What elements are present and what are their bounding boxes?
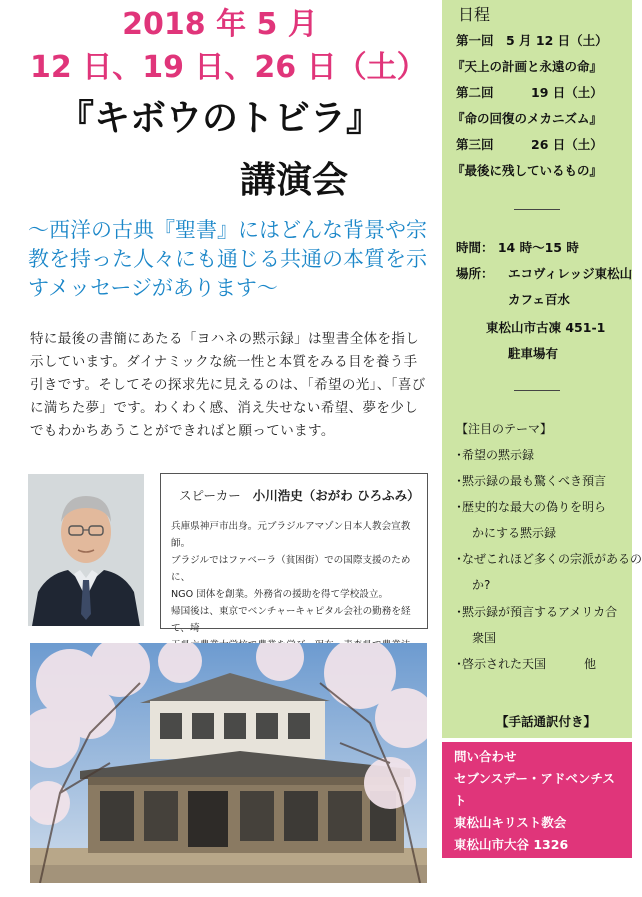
event-subtitle: 講演会 (240, 160, 349, 201)
divider (514, 390, 560, 391)
theme-item: ･希望の黙示録 (456, 448, 535, 462)
contact-address: 東松山市大谷 1326 (454, 837, 569, 852)
schedule-sidebar (442, 0, 642, 738)
theme-item-continued: かにする黙示録 (472, 526, 557, 540)
event-time: 時間： 14 時～15 時 (456, 240, 579, 255)
contact-phone: 0493-24-7673 (454, 859, 552, 874)
place-venue: エコヴィレッジ東松山 (508, 266, 633, 281)
speaker-bio-line: ブラジルではファベーラ（貧困街）での国際支援のために、 (171, 555, 411, 583)
theme-item-etc: 他 (584, 657, 597, 671)
session-2-date: 第二回 19 日（土） (456, 85, 603, 100)
session-3-topic: 『最後に残しているもの』 (452, 163, 603, 178)
speaker-bio-line: 兵庫県神戸市出身。元ブラジルアマゾン日本人教会宣教師。 (171, 521, 411, 549)
place-label: 場所： (456, 266, 494, 281)
event-month: 2018 年 5 月 (122, 7, 318, 42)
church-building-photo (30, 643, 427, 883)
theme-item-continued: か? (472, 578, 491, 592)
event-dates: 12 日、19 日、26 日（土） (30, 50, 427, 85)
session-2-topic: 『命の回復のメカニズム』 (452, 111, 603, 126)
speaker-bio-line: NGO 団体を創業。外務省の援助を得て学校設立。 (171, 589, 389, 600)
speaker-role: スピーカー (179, 488, 241, 503)
place-address: 東松山市古凍 451-1 (486, 320, 606, 335)
theme-item: ･黙示録の最も驚くべき預言 (456, 474, 607, 488)
description-paragraph: 特に最後の書簡にあたる「ヨハネの黙示録」は聖書全体を指し示しています。ダイナミックな統一性と本質をみる目を養う手引きです。そしてその探求先に見えるのは、「希望の光」、「喜びに満ちた夢」です。わくわく感、消え失せない希望、夢を少しでもわかちあうことができればと願っています。 (30, 331, 426, 439)
place-parking: 駐車場有 (508, 346, 559, 361)
theme-item: ･なぜこれほど多くの宗派があるの (456, 552, 642, 566)
place-cafe: カフェ百水 (508, 292, 570, 307)
contact-heading: 問い合わせ (454, 749, 517, 764)
session-1-topic: 『天上の計画と永遠の命』 (452, 59, 603, 74)
speaker-heading (179, 486, 420, 504)
divider (514, 209, 560, 210)
sign-language-note: 【手話通訳付き】 (496, 714, 597, 729)
contact-church: 東松山キリスト教会 (454, 815, 567, 830)
speaker-name: 小川浩史（おがわ ひろふみ） (252, 488, 420, 503)
speaker-photo (28, 474, 144, 626)
theme-item: ･歴史的な最大の偽りを明ら (456, 500, 607, 514)
lead-message: ～西洋の古典『聖書』にはどんな背景や宗教を持った人々にも通じる共通の本質を示すメッセージがあります～ (28, 218, 427, 300)
theme-item: ･黙示録が預言するアメリカ合 (456, 605, 618, 619)
theme-item-continued: 衆国 (472, 631, 497, 645)
speaker-profile (160, 473, 428, 634)
event-title: 『キボウのトビラ』 (57, 98, 382, 139)
themes-heading: 【注目のテーマ】 (456, 422, 553, 436)
contact-box (442, 742, 632, 874)
speaker-bio-line: 帰国後は、東京でベンチャーキャピタル会社の勤務を経て、埼 (171, 606, 411, 634)
contact-org: セブンスデー・アドベンチスト (454, 771, 615, 808)
theme-item: ･啓示された天国 (456, 657, 547, 671)
schedule-heading: 日程 (458, 5, 491, 24)
session-1-date: 第一回 5 月 12 日（土） (456, 33, 608, 48)
session-3-date: 第三回 26 日（土） (456, 137, 603, 152)
